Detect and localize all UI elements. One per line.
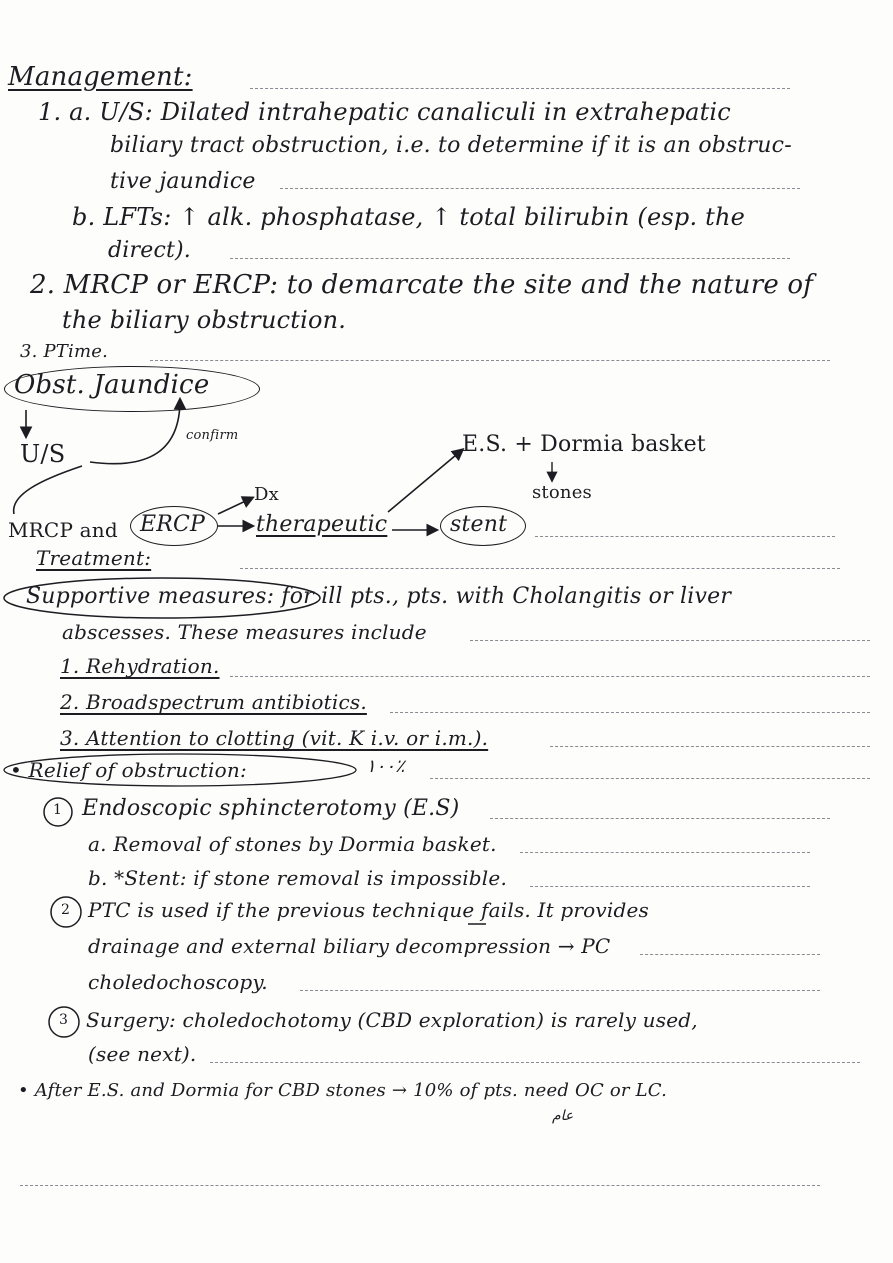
ruled-line — [230, 676, 870, 677]
ruled-line — [470, 640, 870, 641]
ruled-line — [240, 568, 840, 569]
ruled-line — [390, 712, 870, 713]
supportive-item-2: 2. Broadspectrum antibiotics. — [60, 690, 367, 714]
diagram-stones: stones — [532, 482, 592, 503]
supportive-line-2: abscesses. These measures include — [62, 620, 427, 644]
diagram-us: U/S — [20, 440, 66, 468]
ruled-line — [300, 990, 820, 991]
arrow-ercp-dx — [218, 498, 252, 514]
ruled-line — [430, 778, 870, 779]
relief-2-line-1: PTC is used if the previous technique fails. It provides — [88, 898, 650, 922]
supportive-line-1: Supportive measures: for ill pts., pts. with Cholangitis or liver — [26, 584, 732, 609]
ruled-line — [640, 954, 820, 955]
arrow-us-confirm — [90, 400, 180, 464]
diagram-stent: stent — [450, 512, 508, 537]
relief-1b: b. *Stent: if stone removal is impossible. — [88, 866, 507, 890]
treatment-heading: Treatment: — [36, 546, 152, 570]
arrow-therapeutic-es — [388, 450, 462, 512]
ruled-line — [490, 818, 830, 819]
ruled-line — [530, 886, 810, 887]
item-1b-line-2: direct). — [108, 238, 191, 263]
relief-heading: • Relief of obstruction: — [10, 758, 247, 782]
num-3: 3 — [59, 1012, 69, 1028]
after-es-annotation: عام — [552, 1108, 574, 1124]
relief-2-line-3: choledochoscopy. — [88, 970, 268, 994]
diagram-mrcp: MRCP and — [8, 518, 118, 542]
diagram-start: Obst. Jaundice — [14, 370, 210, 400]
page-title: Management: — [8, 62, 193, 92]
diagram-confirm: confirm — [186, 428, 239, 443]
relief-1: Endoscopic sphincterotomy (E.S) — [82, 796, 460, 821]
relief-2-line-2: drainage and external biliary decompression → PC — [88, 934, 611, 958]
item-1b-line-1: b. LFTs: ↑ alk. phosphatase, ↑ total bilirubin (esp. the — [72, 203, 746, 231]
item-2-line-2: the biliary obstruction. — [62, 306, 347, 334]
item-1a-line-1: 1. a. U/S: Dilated intrahepatic canaliculi in extrahepatic — [38, 98, 731, 126]
supportive-item-1: 1. Rehydration. — [60, 654, 220, 678]
num-1: 1 — [53, 802, 63, 818]
diagram-dx: Dx — [254, 484, 279, 505]
ruled-line — [520, 852, 810, 853]
item-1a-line-3: tive jaundice — [110, 169, 256, 194]
diagram-es: E.S. + Dormia basket — [462, 432, 706, 457]
arrow-us-mrcp — [14, 466, 82, 514]
ruled-line — [210, 1062, 860, 1063]
item-2-line-1: 2. MRCP or ERCP: to demarcate the site and the nature of — [30, 270, 814, 300]
ruled-line — [20, 1185, 820, 1186]
supportive-item-3: 3. Attention to clotting (vit. K i.v. or i.m.). — [60, 726, 489, 750]
num-2: 2 — [61, 902, 71, 918]
item-1a-line-2: biliary tract obstruction, i.e. to determine if it is an obstruc- — [110, 133, 792, 158]
relief-1a: a. Removal of stones by Dormia basket. — [88, 832, 497, 856]
diagram-therapeutic: therapeutic — [256, 512, 388, 537]
relief-3-line-1: Surgery: choledochotomy (CBD exploration) is rarely used, — [86, 1008, 698, 1032]
item-3: 3. PTime. — [20, 341, 109, 362]
relief-3-line-2: (see next). — [88, 1042, 197, 1066]
after-es-note: • After E.S. and Dormia for CBD stones → 10% of pts. need OC or LC. — [18, 1080, 668, 1101]
relief-note: ١٠٠٪ — [366, 756, 405, 777]
ruled-line — [550, 746, 870, 747]
diagram-ercp: ERCP — [140, 512, 206, 537]
